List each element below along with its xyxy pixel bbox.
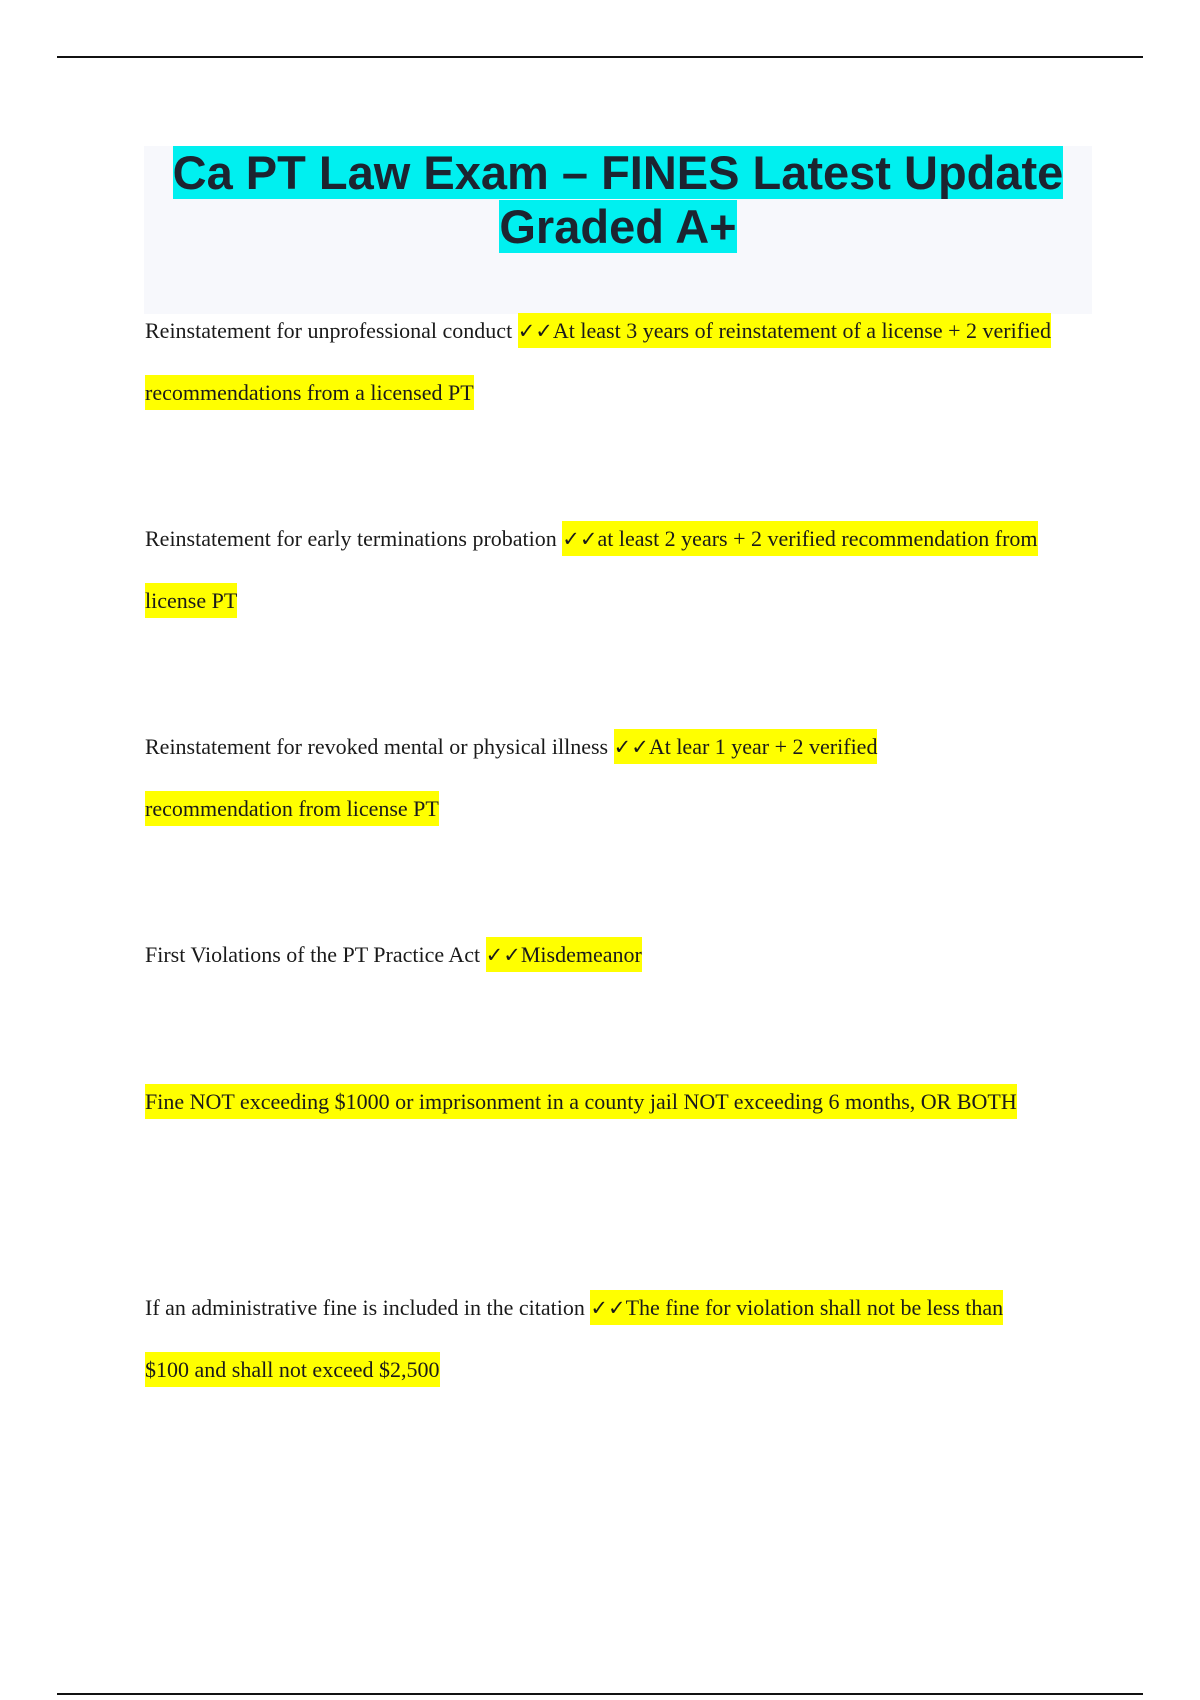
checkmark-icon: ✓✓ [590, 1296, 626, 1320]
document-title [144, 146, 1092, 254]
document-title-text: Ca PT Law Exam – FINES Latest Update Graded A+ [172, 146, 1064, 253]
checkmark-icon: ✓✓ [485, 943, 521, 967]
title-block [144, 146, 1092, 314]
header-rule [57, 56, 1143, 58]
checkmark-icon: ✓✓ [613, 735, 649, 759]
flashcard-entry [145, 1074, 1085, 1130]
entry-answer: At lear 1 year + 2 verified recommendation from license PT [145, 734, 878, 821]
entry-answer: at least 2 years + 2 verified recommendation from license PT [145, 526, 1038, 613]
entry-answer-highlight [486, 937, 642, 972]
entry-answer: Misdemeanor [520, 942, 642, 967]
entry-answer: Fine NOT exceeding $1000 or imprisonment in a county jail NOT exceeding 6 months, OR BOTH [145, 1089, 1017, 1114]
entry-answer-highlight [145, 1084, 1017, 1119]
flashcard-entry [145, 300, 1085, 423]
footer-rule [57, 1693, 1143, 1695]
checkmark-icon: ✓✓ [562, 527, 598, 551]
flashcard-entry [145, 716, 965, 839]
entry-term: Reinstatement for early terminations probation [145, 526, 563, 551]
entry-term: If an administrative fine is included in the citation [145, 1295, 591, 1320]
entry-term: Reinstatement for revoked mental or physical illness [145, 734, 614, 759]
entry-term: First Violations of the PT Practice Act [145, 942, 486, 967]
flashcard-entry [145, 1277, 1045, 1400]
flashcard-entry [145, 508, 1085, 631]
entry-answer: At least 3 years of reinstatement of a license + 2 verified recommendations from a licensed PT [145, 318, 1051, 405]
entry-term: Reinstatement for unprofessional conduct [145, 318, 518, 343]
entry-answer: The fine for violation shall not be less than $100 and shall not exceed $2,500 [145, 1295, 1004, 1382]
checkmark-icon: ✓✓ [517, 319, 553, 343]
flashcard-entry [145, 924, 1085, 986]
